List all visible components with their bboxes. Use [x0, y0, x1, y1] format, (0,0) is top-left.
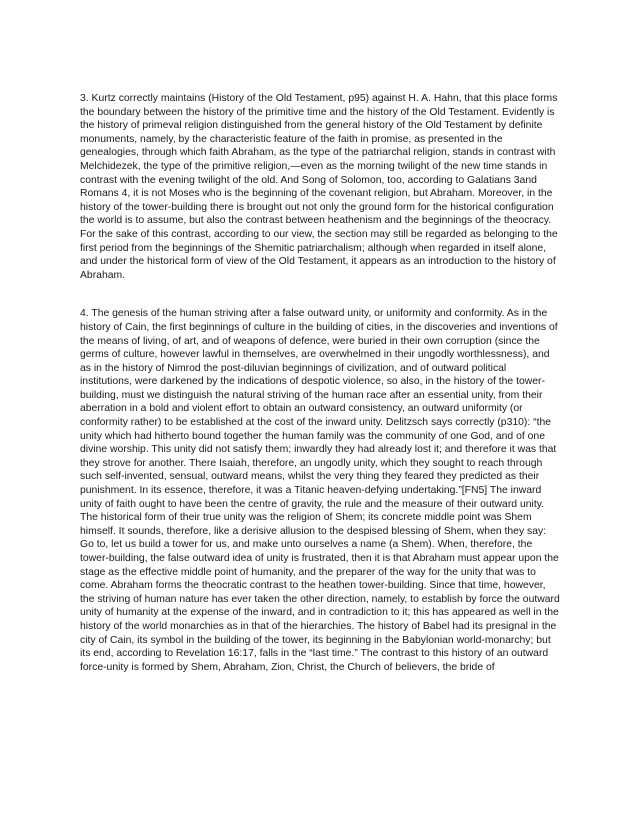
paragraph-3-kurtz: 3. Kurtz correctly maintains (History of the Old Testament, p95) against H. A. Hahn, that this place forms the boundary between the history of the primitive time and the history of the Old Testament. Evidently is the history of primeval religion distinguished from the general history of the Old Testament by definite monuments, namely, by the characteristic feature of the faith in promise, as presented in the genealogies, through which faith Abraham, as the type of the patriarchal religion, stands in contrast with Melchidezek, the type of the primitive religion,—even as the morning twilight of the new time stands in contrast with the evening twilight of the old. And Song of Solomon, too, according to Galatians 3and Romans 4, it is not Moses who is the beginning of the covenant religion, but Abraham. Moreover, in the history of the tower-building there is brought out not only the ground form for the historical configuration the world is to assume, but also the contrast between heathenism and the beginnings of the theocracy. For the sake of this contrast, according to our view, the section may still be regarded as belonging to the first period from the beginnings of the Shemitic patriarchalism; although when regarded in itself alone, and under the historical form of view of the Old Testament, it appears as an introduction to the history of Abraham.: [80, 93, 558, 281]
paragraph-4-genesis-of-false-unity: 4. The genesis of the human striving after a false outward unity, or uniformity and conformity. As in the history of Cain, the first beginnings of culture in the building of cities, in the discoveries and inventions of the means of living, of art, and of weapons of defence, were buried in their own corruption (since the germs of culture, however lawful in themselves, are overwhelmed in their ungodly worthlessness), and as in the history of Nimrod the post-diluvian beginnings of civilization, and of outward political institutions, were darkened by the indications of despotic violence, so also, in the history of the tower-building, must we distinguish the natural striving of the human race after an essential unity, from their aberration in a bold and violent effort to obtain an outward consistency, an outward uniformity (or conformity rather) to be established at the cost of the inward unity. Delitzsch says correctly (p310): “the unity which had hitherto bound together the human family was the community of one God, and of one divine worship. This unity did not satisfy them; inwardly they had already lost it; and therefore it was that they strove for another. There Isaiah, therefore, an ungodly unity, which they sought to reach through such self-invented, sensual, outward means, whilst the very thing they feared they predicted as their punishment. In its essence, therefore, it was a Titanic heaven-defying undertaking.”[FN5] The inward unity of faith ought to have been the centre of gravity, the rule and the measure of their outward unity. The historical form of their true unity was the religion of Shem; its concrete middle point was Shem himself. It sounds, therefore, like a derisive allusion to the despised blessing of Shem, when they say: Go to, let us build a tower for us, and make unto ourselves a name (a Shem). When, therefore, the tower-building, the false outward idea of unity is frustrated, then it is that Abraham must appear upon the stage as the effective middle point of humanity, and the preparer of the way for the unity that was to come. Abraham forms the theocratic contrast to the heathen tower-building. Since that time, however, the striving of human nature has ever taken the other direction, namely, to establish by force the outward unity of humanity at the expense of the inward, and in contradiction to it; this has appeared as well in the history of the world monarchies as in that of the hierarchies. The history of Babel had its presignal in the city of Cain, its symbol in the building of the tower, its beginning in the Babylonian world-monarchy; but its end, according to Revelation 16:17, falls in the “last time.” The contrast to this history of an outward force-unity is formed by Shem, Abraham, Zion, Christ, the Church of believers, the bride of: [80, 308, 560, 673]
document-body: [80, 92, 560, 674]
